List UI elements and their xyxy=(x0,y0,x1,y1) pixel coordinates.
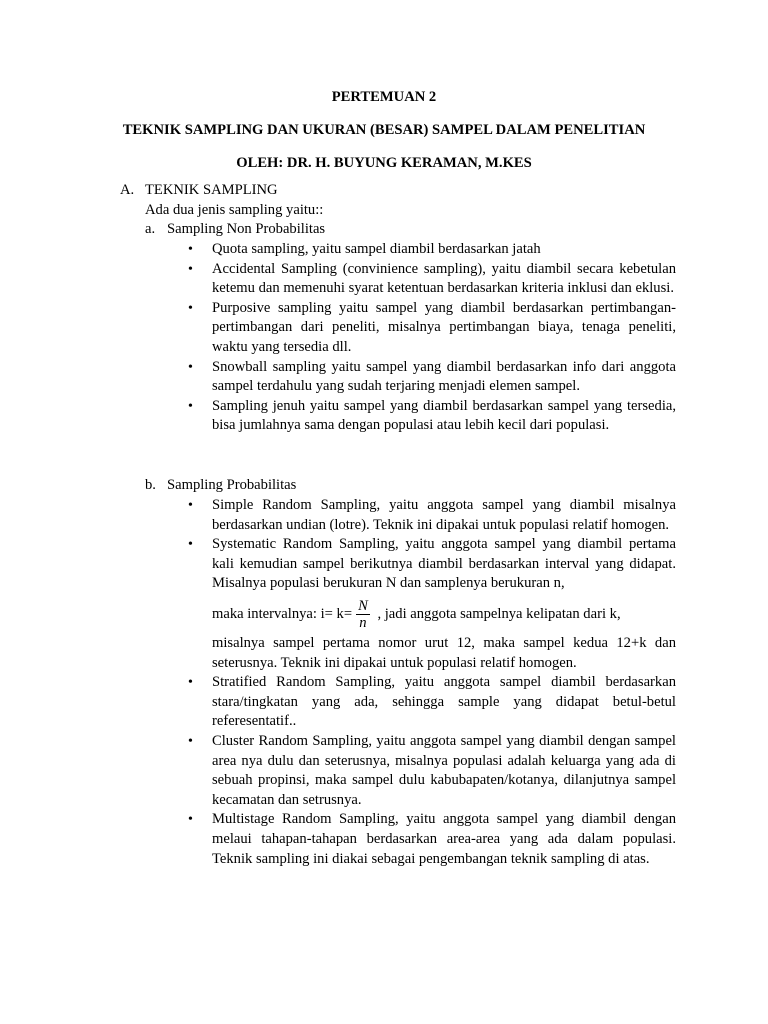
section-a-title: TEKNIK SAMPLING xyxy=(145,182,278,198)
list-item: • Simple Random Sampling, yaitu anggota sampel yang diambil misalnya berdasarkan undian (lotre). Teknik ini dipakai untuk populasi relatif homogen. xyxy=(188,497,676,533)
list-item: • Sampling jenuh yaitu sampel yang diambil berdasarkan sampel yang tersedia, bisa jumlahnya sama dengan populasi atau lebih kecil dari populasi. xyxy=(188,397,676,434)
list-item: • Purposive sampling yaitu sampel yang diambil berdasarkan pertimbangan-pertimbangan dari peneliti, misalnya pertimbangan biaya, tenaga peneliti, waktu yang tersedia dll. xyxy=(188,299,676,355)
section-a-letter: A. xyxy=(120,182,135,198)
meeting-title: PERTEMUAN 2 xyxy=(331,89,437,105)
subsection-b-title: Sampling Probabilitas xyxy=(167,477,297,493)
list-item: • Accidental Sampling (convinience sampling), yaitu diambil secara kebetulan ketemu dan memenuhi syarat ketentuan berdasarkan kriteria inklusi dan eklusi. xyxy=(188,260,676,297)
interval-formula-line xyxy=(212,594,676,634)
list-item: • Quota sampling, yaitu sampel diambil berdasarkan jatah xyxy=(188,240,676,260)
document-title: TEKNIK SAMPLING DAN UKURAN (BESAR) SAMPEL DALAM PENELITIAN xyxy=(122,122,646,138)
interval-fraction xyxy=(356,598,370,631)
subsection-a-title: Sampling Non Probabilitas xyxy=(167,221,326,237)
list-item: • Multistage Random Sampling, yaitu anggota sampel yang diambil dengan melaui tahapan-tahapan berdasarkan area-area yang ada dalam populasi. Teknik sampling ini diakai sebagai pengembangan teknik sampling di atas. xyxy=(188,811,676,867)
bullet-icon: • xyxy=(188,300,193,316)
probability-list xyxy=(188,496,676,869)
list-item-systematic xyxy=(188,535,676,673)
formula-prefix: maka intervalnya: i= k= xyxy=(212,605,353,622)
bullet-icon: • xyxy=(188,261,193,277)
bullet-icon: • xyxy=(188,359,193,375)
subsection-b-letter: b. xyxy=(145,477,156,493)
author-line: OLEH: DR. H. BUYUNG KERAMAN, M.KES xyxy=(236,155,532,171)
systematic-text-part1: Systematic Random Sampling, yaitu anggota sampel yang diambil pertama kali kemudian sampel berikutnya diambil berdasarkan interval yang didapat. Misalnya populasi berukuran N dan samplenya berukuran n, xyxy=(212,536,676,592)
bullet-icon: • xyxy=(188,812,193,828)
fraction-denominator: n xyxy=(359,615,367,632)
formula-suffix: , jadi anggota sampelnya kelipatan dari k, xyxy=(373,605,621,622)
list-item: • Cluster Random Sampling, yaitu anggota sampel yang diambil dengan sampel area nya dulu dan seterusnya, misalnya populasi adalah keluarga yang ada di sebuah propinsi, maka sampel dulu kabubapaten/kotanya, dilanjutnya sampel kecamatan dan setrusnya. xyxy=(188,732,676,808)
list-item: • Snowball sampling yaitu sampel yang diambil berdasarkan info dari anggota sampel terdahulu yang sudah terjaring menjadi elemen sampel. xyxy=(188,358,676,395)
bullet-icon: • xyxy=(188,675,193,691)
section-a-intro: Ada dua jenis sampling yaitu:: xyxy=(145,202,324,218)
bullet-icon: • xyxy=(188,498,193,513)
bullet-icon: • xyxy=(188,398,193,414)
non-probability-list xyxy=(188,240,676,436)
bullet-icon: • xyxy=(188,733,193,749)
bullet-icon: • xyxy=(188,242,193,257)
fraction-numerator: N xyxy=(358,598,368,615)
subsection-a-letter: a. xyxy=(145,221,156,237)
bullet-icon: • xyxy=(188,537,193,553)
systematic-text-part2: misalnya sampel pertama nomor urut 12, maka sampel kedua 12+k dan seterusnya. Teknik ini dipakai untuk populasi relatif homogen. xyxy=(212,634,676,671)
list-item: • Stratified Random Sampling, yaitu anggota sampel diambil berdasarkan stara/tingkatan yang ada, sehingga sample yang didapat betul-betul referesentatif.. xyxy=(188,674,676,730)
